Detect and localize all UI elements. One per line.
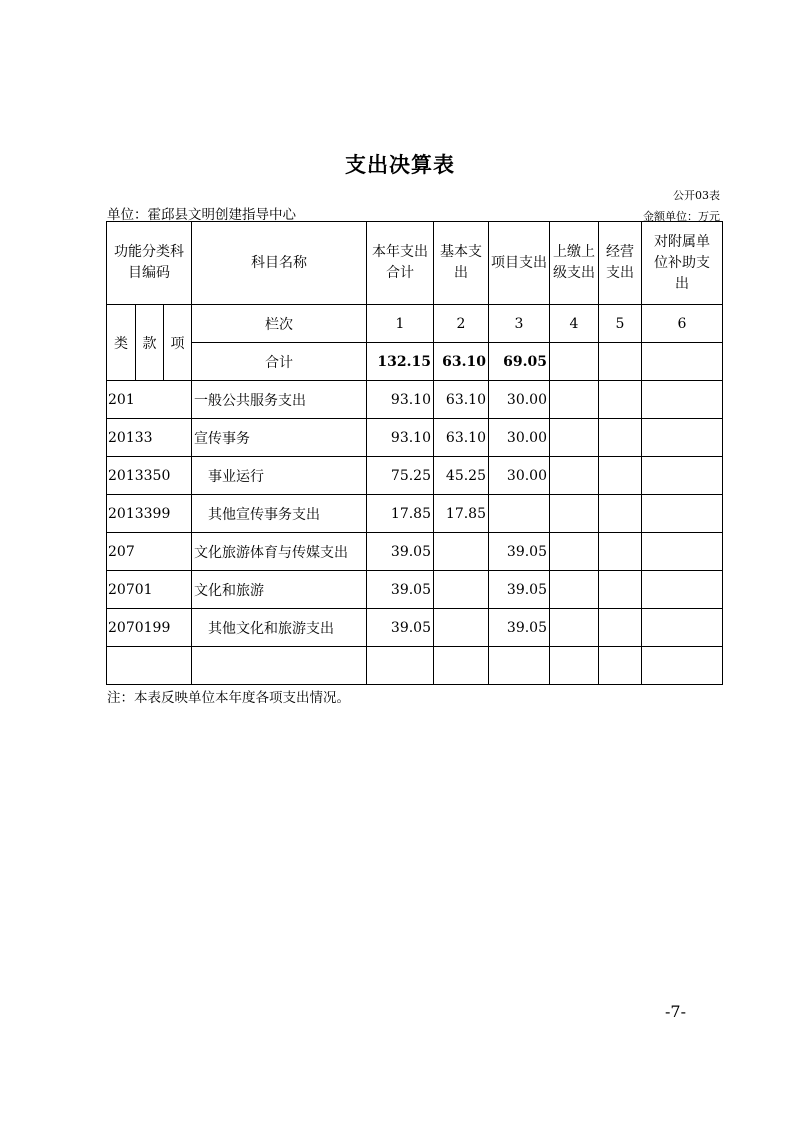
row-name: 其他宣传事务支出	[192, 495, 367, 533]
table-row	[107, 381, 723, 419]
header-subject-name: 科目名称	[192, 222, 367, 305]
column-number: 5	[599, 305, 642, 343]
table-row	[107, 571, 723, 609]
row-total: 39.05	[367, 609, 434, 647]
total-basic: 63.10	[434, 343, 489, 381]
header-operating: 经营支出	[599, 222, 642, 305]
sub-header-kuan: 款	[136, 305, 164, 381]
header-func-code: 功能分类科目编码	[107, 222, 192, 305]
row-project: 39.05	[489, 609, 550, 647]
row-total: 39.05	[367, 571, 434, 609]
row-project: 39.05	[489, 571, 550, 609]
row-basic: 17.85	[434, 495, 489, 533]
header-basic: 基本支出	[434, 222, 489, 305]
unit-label: 单位：霍邱县文明创建指导中心	[107, 207, 296, 223]
money-unit: 金额单位：万元	[643, 210, 720, 223]
row-basic	[434, 609, 489, 647]
row-basic	[434, 533, 489, 571]
document-title: 支出决算表	[345, 153, 455, 177]
column-number: 4	[550, 305, 599, 343]
table-note: 注：本表反映单位本年度各项支出情况。	[107, 690, 350, 706]
table-row	[107, 457, 723, 495]
header-remit: 上缴上级支出	[550, 222, 599, 305]
row-basic: 63.10	[434, 381, 489, 419]
column-number: 2	[434, 305, 489, 343]
header-row	[107, 222, 723, 305]
row-basic: 63.10	[434, 419, 489, 457]
row-name: 宣传事务	[192, 419, 367, 457]
table-row	[107, 609, 723, 647]
column-number: 3	[489, 305, 550, 343]
row-basic: 45.25	[434, 457, 489, 495]
sub-header-lanci: 栏次	[192, 305, 367, 343]
table-row	[107, 533, 723, 571]
row-code: 2070199	[107, 609, 192, 647]
row-project: 39.05	[489, 533, 550, 571]
column-number: 1	[367, 305, 434, 343]
row-total: 93.10	[367, 381, 434, 419]
row-code: 2013350	[107, 457, 192, 495]
sub-header-lei: 类	[107, 305, 136, 381]
row-code: 207	[107, 533, 192, 571]
header-project: 项目支出	[489, 222, 550, 305]
total-project: 69.05	[489, 343, 550, 381]
row-project: 30.00	[489, 419, 550, 457]
row-project: 30.00	[489, 457, 550, 495]
column-number: 6	[642, 305, 723, 343]
row-project: 30.00	[489, 381, 550, 419]
empty-row	[107, 647, 723, 685]
row-code: 20133	[107, 419, 192, 457]
header-subsidy: 对附属单位补助支出	[642, 222, 723, 305]
row-name: 文化旅游体育与传媒支出	[192, 533, 367, 571]
row-name: 文化和旅游	[192, 571, 367, 609]
total-label: 合计	[192, 343, 367, 381]
header-total: 本年支出合计	[367, 222, 434, 305]
total-row	[107, 343, 723, 381]
column-number-row	[107, 305, 723, 343]
row-project	[489, 495, 550, 533]
row-code: 201	[107, 381, 192, 419]
sub-header-xiang: 项	[164, 305, 192, 381]
row-code: 2013399	[107, 495, 192, 533]
row-name: 事业运行	[192, 457, 367, 495]
row-basic	[434, 571, 489, 609]
row-total: 75.25	[367, 457, 434, 495]
row-name: 一般公共服务支出	[192, 381, 367, 419]
row-code: 20701	[107, 571, 192, 609]
form-number: 公开03表	[673, 189, 720, 202]
row-total: 93.10	[367, 419, 434, 457]
table-row	[107, 495, 723, 533]
row-total: 39.05	[367, 533, 434, 571]
page-number: -7-	[665, 1002, 686, 1021]
total-amount: 132.15	[367, 343, 434, 381]
row-name: 其他文化和旅游支出	[192, 609, 367, 647]
row-total: 17.85	[367, 495, 434, 533]
expenditure-table	[106, 221, 723, 685]
table-row	[107, 419, 723, 457]
